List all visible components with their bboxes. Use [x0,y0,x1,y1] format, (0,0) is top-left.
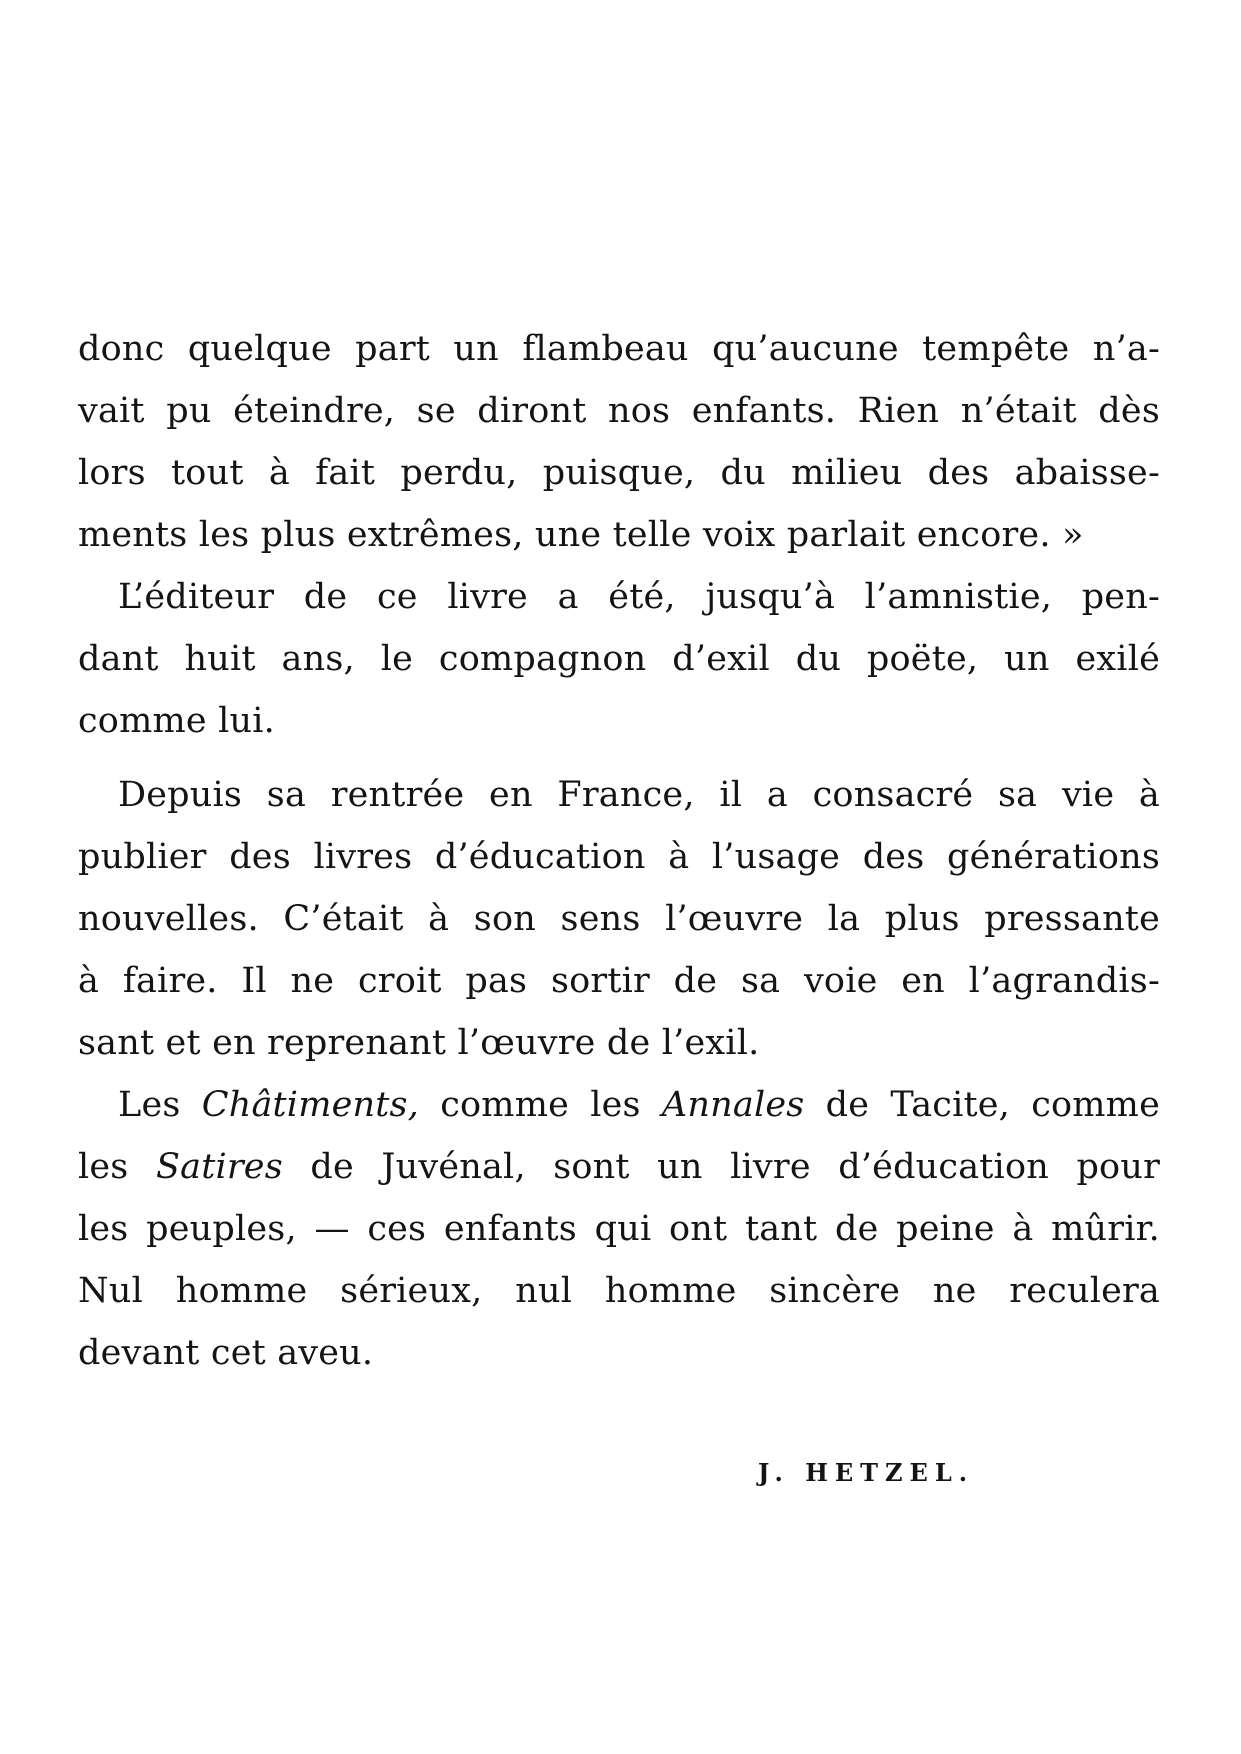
text-line [78,1074,1160,1136]
book-title-chatiments: Châtiments, [201,1085,419,1125]
book-title-satires: Satires [155,1147,283,1187]
text-line: Depuis sa rentrée en France, il a consacré sa vie à [118,775,1160,815]
text-line: donc quelque part un flambeau qu’aucune tempête n’a- [78,329,1160,369]
text-line: ments les plus extrêmes, une telle voix parlait encore. » [78,515,1084,555]
text-run: de Juvénal, sont un livre d’éducation pour [282,1147,1160,1187]
signature: J. HETZEL. [758,1458,975,1487]
paragraph-gap [78,752,1160,764]
text-line [78,1136,1160,1198]
text-line: devant cet aveu. [78,1333,374,1373]
text-line: lors tout à fait perdu, puisque, du milieu des abaisse- [78,453,1160,493]
body-text [78,318,1160,1384]
text-run: comme les [419,1085,662,1125]
text-line: les peuples, — ces enfants qui ont tant de peine à mûrir. [78,1209,1160,1249]
text-line: nouvelles. C’était à son sens l’œuvre la plus pressante [78,899,1160,939]
text-line: Nul homme sérieux, nul homme sincère ne reculera [78,1271,1160,1311]
text-run: Les [118,1085,202,1125]
text-line: à faire. Il ne croit pas sortir de sa voie en l’agrandis- [78,961,1160,1001]
text-line: sant et en reprenant l’œuvre de l’exil. [78,1023,760,1063]
text-line: vait pu éteindre, se diront nos enfants. Rien n’était dès [78,391,1160,431]
book-title-annales: Annales [661,1085,805,1125]
text-run: de Tacite, comme [804,1085,1160,1125]
text-run: les [78,1147,156,1187]
text-line: L’éditeur de ce livre a été, jusqu’à l’amnistie, pen- [118,577,1160,617]
text-line: dant huit ans, le compagnon d’exil du poëte, un exilé [78,639,1160,679]
text-line: publier des livres d’éducation à l’usage des générations [78,837,1160,877]
text-line: comme lui. [78,701,275,741]
